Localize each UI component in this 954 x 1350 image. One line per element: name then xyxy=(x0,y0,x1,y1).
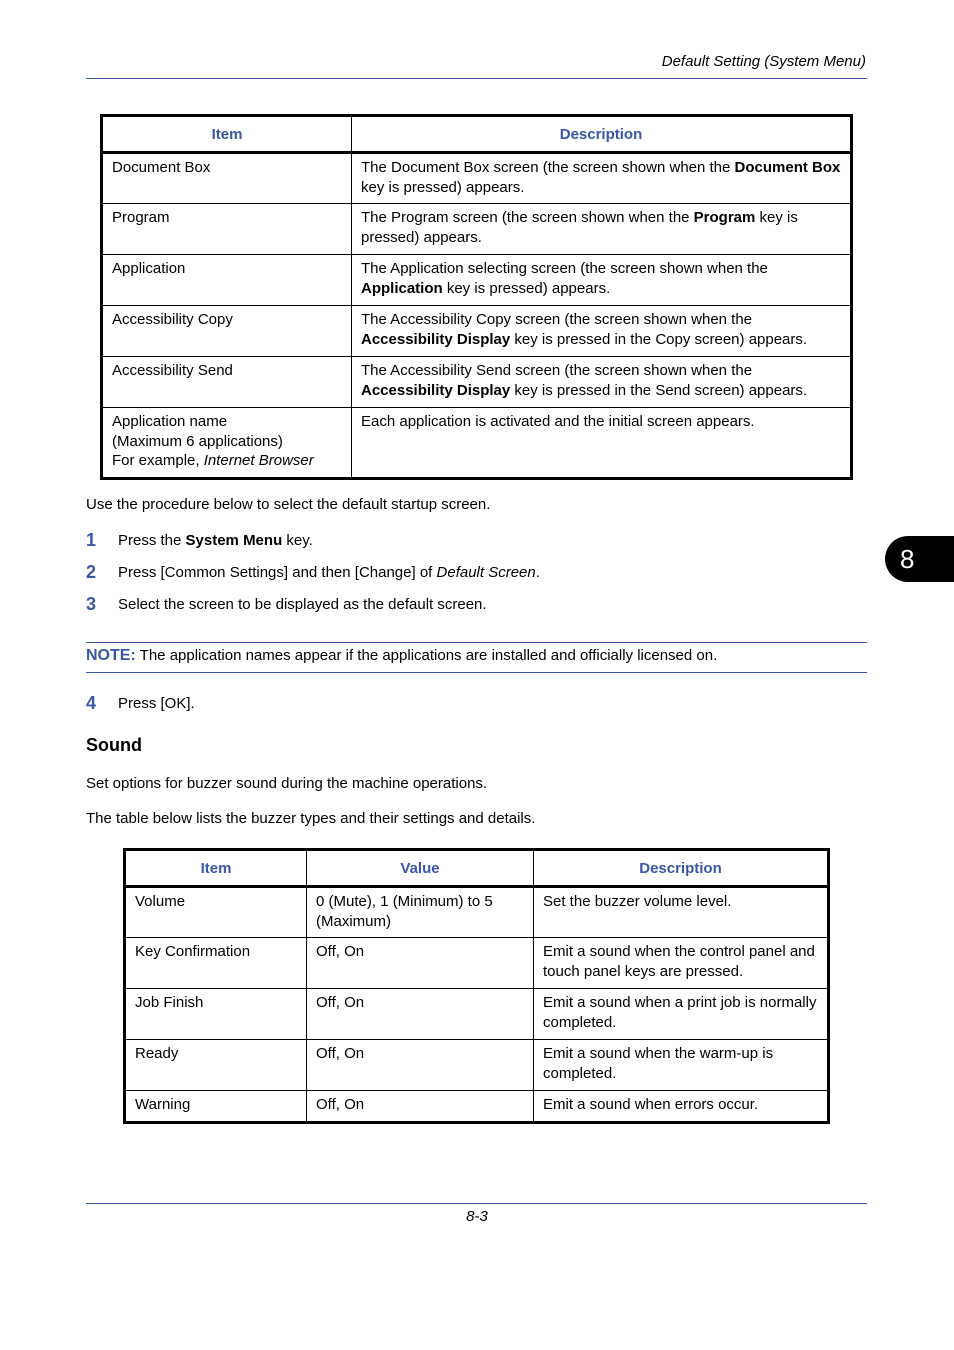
column-header-description: Description xyxy=(352,116,852,153)
step-text: Press [Common Settings] and then [Change] of Default Screen. xyxy=(118,564,540,581)
cell-item: Accessibility Send xyxy=(102,357,352,408)
running-header: Default Setting (System Menu) xyxy=(661,53,866,70)
cell-description: Emit a sound when a print job is normally completed. xyxy=(534,989,829,1040)
note-label: NOTE: xyxy=(86,647,136,664)
sound-description: Set options for buzzer sound during the machine operations. xyxy=(86,775,488,792)
cell-description: Emit a sound when the control panel and touch panel keys are pressed. xyxy=(534,938,829,989)
startup-screen-table xyxy=(100,114,853,480)
sound-table xyxy=(123,848,830,1124)
table-row xyxy=(102,408,852,479)
column-header-description: Description xyxy=(534,850,829,887)
note-rule-top xyxy=(86,642,867,643)
cell-description: The Application selecting screen (the screen shown when the Application key is pressed) appears. xyxy=(352,255,852,306)
table-header-row xyxy=(125,850,829,887)
section-title: Sound xyxy=(86,735,142,755)
column-header-value: Value xyxy=(307,850,534,887)
step-number: 3 xyxy=(86,594,97,614)
step-number: 4 xyxy=(86,693,97,713)
table-row xyxy=(125,1040,829,1091)
table-row xyxy=(102,357,852,408)
cell-description: The Accessibility Copy screen (the screen shown when the Accessibility Display key is pressed in the Copy screen) appears. xyxy=(352,306,852,357)
cell-item: Warning xyxy=(125,1091,307,1123)
step-text: Select the screen to be displayed as the default screen. xyxy=(118,596,487,613)
table-row xyxy=(125,938,829,989)
cell-item: Volume xyxy=(125,887,307,938)
chapter-tab xyxy=(885,536,954,582)
cell-description: The Accessibility Send screen (the screen shown when the Accessibility Display key is pressed in the Send screen) appears. xyxy=(352,357,852,408)
step-number: 1 xyxy=(86,530,97,550)
chapter-number: 8 xyxy=(900,543,915,574)
column-header-item: Item xyxy=(102,116,352,153)
table-header-row xyxy=(102,116,852,153)
cell-description: Emit a sound when the warm-up is completed. xyxy=(534,1040,829,1091)
note-rule-bottom xyxy=(86,672,867,673)
table-row xyxy=(102,306,852,357)
cell-item: Key Confirmation xyxy=(125,938,307,989)
cell-item: Ready xyxy=(125,1040,307,1091)
cell-item: Program xyxy=(102,204,352,255)
cell-value: Off, On xyxy=(307,989,534,1040)
column-header-item: Item xyxy=(125,850,307,887)
note-text: The application names appear if the applications are installed and officially licensed on. xyxy=(135,647,718,664)
table-row xyxy=(102,204,852,255)
table-row xyxy=(102,255,852,306)
footer-rule xyxy=(86,1203,867,1204)
cell-item: Job Finish xyxy=(125,989,307,1040)
cell-value: 0 (Mute), 1 (Minimum) to 5 (Maximum) xyxy=(307,887,534,938)
table-row xyxy=(125,989,829,1040)
cell-value: Off, On xyxy=(307,1091,534,1123)
note xyxy=(86,647,717,665)
table-row xyxy=(125,1091,829,1123)
table-row xyxy=(125,887,829,938)
step-text: Press the System Menu key. xyxy=(118,532,313,549)
cell-item: Document Box xyxy=(102,153,352,204)
table-row xyxy=(102,153,852,204)
cell-description: Each application is activated and the initial screen appears. xyxy=(352,408,852,479)
cell-item: Application name (Maximum 6 applications) For example, Internet Browser xyxy=(102,408,352,479)
step-number: 2 xyxy=(86,562,97,582)
cell-description: Set the buzzer volume level. xyxy=(534,887,829,938)
cell-description: The Document Box screen (the screen shown when the Document Box key is pressed) appears. xyxy=(352,153,852,204)
step-text: Press [OK]. xyxy=(118,695,195,712)
cell-description: Emit a sound when errors occur. xyxy=(534,1091,829,1123)
cell-value: Off, On xyxy=(307,938,534,989)
header-rule xyxy=(86,78,867,79)
sound-table-intro: The table below lists the buzzer types and their settings and details. xyxy=(86,810,536,827)
cell-description: The Program screen (the screen shown when the Program key is pressed) appears. xyxy=(352,204,852,255)
page-number: 8-3 xyxy=(466,1208,488,1225)
intro-text: Use the procedure below to select the default startup screen. xyxy=(86,496,491,513)
cell-item: Application xyxy=(102,255,352,306)
cell-item: Accessibility Copy xyxy=(102,306,352,357)
cell-value: Off, On xyxy=(307,1040,534,1091)
